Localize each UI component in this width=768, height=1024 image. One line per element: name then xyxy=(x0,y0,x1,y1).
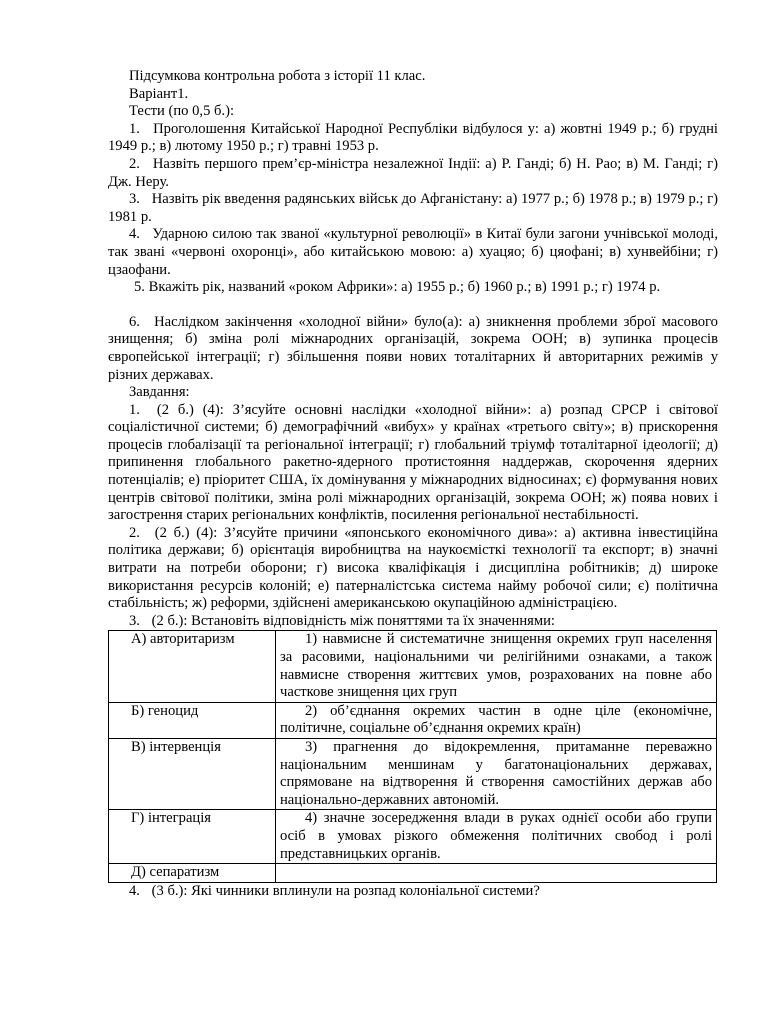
table-row xyxy=(109,738,717,809)
test-item: 4. Ударною силою так званої «культурної революції» в Китаї були загони учнівської молоді, так звані «червоні охоронці», або китайською мовою: а) хуацяо; б) цяофані; в) хунвейбіни; г) цзаофани. xyxy=(108,226,718,278)
table-row xyxy=(109,631,717,702)
term-cell: А) авторитаризм xyxy=(109,631,276,702)
test-item: 3. Назвіть рік введення радянських військ до Афганістану: а) 1977 р.; б) 1978 р.; в) 1979 р.; г) 1981 р. xyxy=(108,191,718,225)
definition-cell: 4) значне зосередження влади в руках однієї особи або групи осіб в умовах різкого обмеження політичних свобод і ролі представницьких органів. xyxy=(276,810,717,864)
tasks-heading: Завдання: xyxy=(129,384,190,401)
document-title: Підсумкова контрольна робота з історії 11 клас. xyxy=(129,68,426,84)
spacer xyxy=(108,297,718,314)
document-page xyxy=(108,68,718,900)
variant-label: Варіант1. xyxy=(129,85,189,102)
term-cell: Д) сепаратизм xyxy=(109,864,276,883)
test-item: 5. Вкажіть рік, названий «роком Африки»: а) 1955 р.; б) 1960 р.; в) 1991 р.; г) 1974 р. xyxy=(134,279,661,296)
term-cell: В) інтервенція xyxy=(109,738,276,809)
matching-table xyxy=(108,630,717,882)
task-item: 2. (2 б.) (4): З’ясуйте причини «японського економічного дива»: а) активна інвестиційна політика держави; б) орієнтація виробництва на наукоємісткі технології та експорт; в) значні витрати на потреби оборони; г) висока кваліфікація і дисципліна робітників; д) широке використання ресурсів колоній; е) патерналістська система найму робочої сили; є) політична стабільність; ж) реформи, здійснені американською окупаційною адміністрацією. xyxy=(108,524,719,612)
definition-cell: 2) об’єднання окремих частин в одне ціле (економічне, політичне, соціальне об’єднання окремих країн) xyxy=(276,702,717,738)
task-item: 4. (3 б.): Які чинники вплинули на розпад колоніальної системи? xyxy=(129,882,540,899)
term-cell: Г) інтеграція xyxy=(109,810,276,864)
table-row xyxy=(109,864,717,883)
table-row xyxy=(109,702,717,738)
test-item: 2. Назвіть першого прем’єр-міністра незалежної Індії: а) Р. Ганді; б) Н. Рао; в) М. Ганді; г) Дж. Неру. xyxy=(108,155,718,190)
definition-cell: 3) прагнення до відокремлення, притаманне переважно національним меншинам у багатонаціональних державах, спрямоване на відтворення й створення самостійних держав або національно-державних автономій. xyxy=(276,738,717,809)
test-item: 6. Наслідком закінчення «холодної війни» було(а): а) зникнення проблеми зброї масового знищення; б) зміна ролі міжнародних організацій, зокрема ООН; в) зупинка процесів європейської інтеграції; г) збільшення появи нових тоталітарних й авторитарних режимів у різних державах. xyxy=(108,313,718,383)
table-row xyxy=(109,810,717,864)
definition-cell xyxy=(276,864,717,883)
tests-heading: Тести (по 0,5 б.): xyxy=(129,103,235,120)
task-item: 3. (2 б.): Встановіть відповідність між поняттями та їх значеннями: xyxy=(129,612,555,629)
task-item: 1. (2 б.) (4): З’ясуйте основні наслідки «холодної війни»: а) розпад СРСР і світової соціалістичної системи; б) демографічний «вибух» у країнах «третього світу»; в) прискорення процесів глобалізації та регіональної інтеграції; г) глобальний тріумф тоталітарної ідеології; д) припинення глобального ракетно-ядерного протистояння наддержав, скорочення ядерних потенціалів; е) пріоритет США, їх домінування у міжнародних відносинах; є) формування нових центрів світової політики, зміна ролі міжнародних організацій, зокрема ООН; ж) поява нових і загострення старих регіональних конфліктів, посилення регіональної нестабільності. xyxy=(108,401,718,524)
term-cell: Б) геноцид xyxy=(109,702,276,738)
test-item: 1. Проголошення Китайської Народної Республіки відбулося у: а) жовтні 1949 р.; б) грудні 1949 р.; в) лютому 1950 р.; г) травні 1953 р. xyxy=(108,120,718,155)
definition-cell: 1) навмисне й систематичне знищення окремих груп населення за расовими, національними чи релігійними ознаками, а також навмисне створення життєвих умов, розрахованих на повне або часткове знищення цих груп xyxy=(276,631,717,702)
